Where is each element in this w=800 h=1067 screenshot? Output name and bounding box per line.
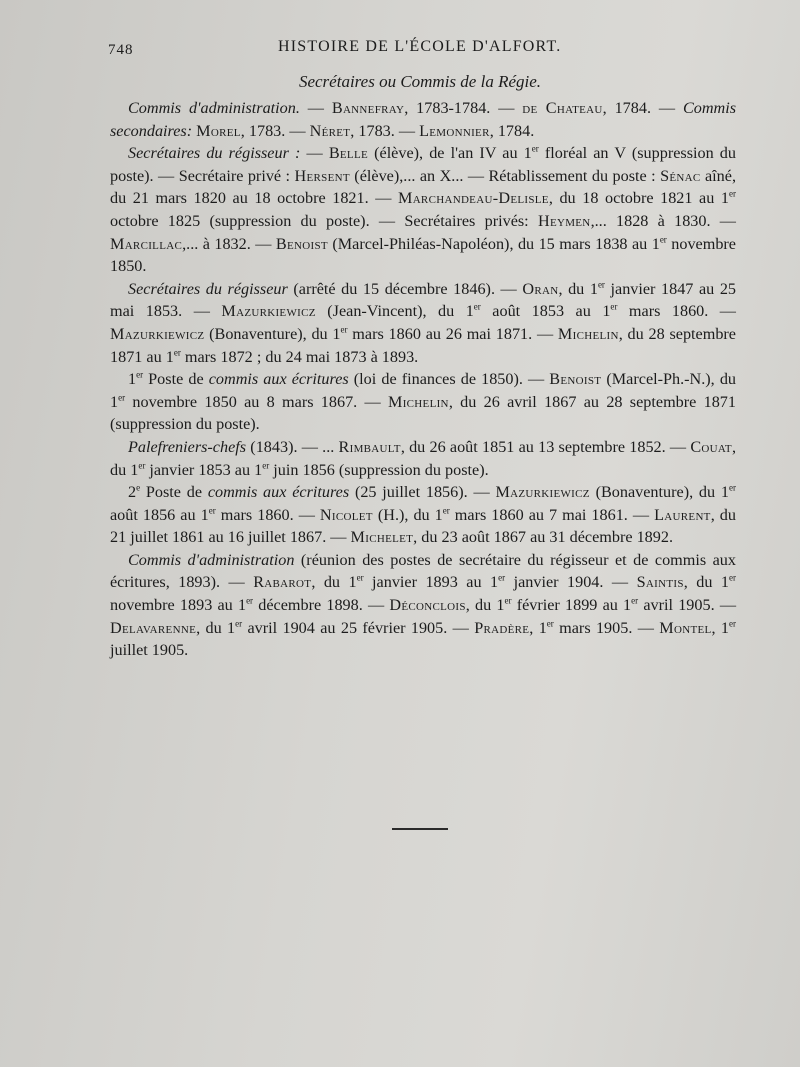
superscript: er <box>498 573 506 584</box>
text-run: floréal an V (suppression du poste). — Secrétaire privé : <box>110 144 736 185</box>
text-run: août 1853 au 1 <box>480 302 611 321</box>
superscript: er <box>504 595 512 606</box>
text-run: (arrêté du 15 décembre 1846). — <box>287 279 523 298</box>
person-name: Morel <box>196 121 241 140</box>
person-name: Hersent <box>294 166 350 185</box>
superscript: er <box>262 460 270 471</box>
text-run: , du 26 avril 1867 au 28 septembre 1871 (suppression du poste). <box>110 392 736 434</box>
text-run: juillet 1905. <box>110 641 189 660</box>
superscript: er <box>246 595 254 606</box>
text-run: (réunion des postes de secrétaire du régisseur et de commis aux écritures, 1893). — <box>110 550 736 592</box>
text-run: (H.), du 1 <box>372 505 443 524</box>
superscript: er <box>546 618 554 629</box>
end-rule <box>392 828 448 830</box>
person-name: Marcillac <box>110 234 183 253</box>
person-name: Pradère <box>474 618 530 637</box>
person-name: Marchandeau-Delisle <box>398 189 549 208</box>
text-run: mars 1872 ; du 24 mai 1873 à 1893. <box>180 347 419 366</box>
text-run: (Bonaventure), du 1 <box>204 324 341 343</box>
text-run: , du 1 <box>683 573 729 592</box>
text-run: janvier 1853 au 1 <box>145 460 263 479</box>
superscript: er <box>631 595 639 606</box>
person-name: Sénac <box>660 166 701 185</box>
person-name: Michelin <box>557 324 619 343</box>
text-run: , du 28 septembre 1871 au 1 <box>110 324 736 366</box>
text-run: mars 1860 au 26 mai 1871. — <box>347 324 558 343</box>
paragraph <box>110 142 736 278</box>
person-name: Belle <box>328 144 368 163</box>
text-run: , 1 <box>529 618 547 637</box>
text-run: Poste de <box>140 483 208 502</box>
person-name: Lemonnier <box>419 121 490 140</box>
running-title: HISTOIRE DE L'ÉCOLE D'ALFORT. <box>278 38 562 55</box>
text-run: , du 26 août 1851 au 13 septembre 1852. — <box>400 437 691 456</box>
superscript: er <box>138 460 146 471</box>
text-run: avril 1905. — <box>638 596 737 615</box>
italic-text: Palefreniers-chefs <box>128 437 247 456</box>
person-name: Heymen <box>537 211 591 230</box>
text-run: juin 1856 (suppression du poste). <box>269 460 489 479</box>
person-name: Laurent <box>654 505 711 524</box>
person-name: Rabarot <box>253 573 312 592</box>
text-run: novembre 1850. <box>110 234 736 276</box>
text-run: avril 1904 au 25 février 1905. — <box>242 618 475 637</box>
superscript: er <box>729 618 737 629</box>
superscript: er <box>729 482 736 493</box>
text-run: , 1783. — <box>350 121 420 140</box>
text-run: novembre 1850 au 8 mars 1867. — <box>125 392 389 411</box>
text-run: , du 18 octobre 1821 au 1 <box>548 189 729 208</box>
italic-text: Commis d'administration. <box>128 99 300 117</box>
person-name: Déconclois <box>389 596 466 615</box>
text-run: , du 23 août 1867 au 31 décembre 1892. <box>413 528 674 547</box>
text-run: , 1 <box>711 618 730 637</box>
italic-text: Secrétaires du régisseur <box>128 279 288 298</box>
text-run: (Jean-Vincent), du 1 <box>315 302 474 321</box>
text-run: — <box>299 99 332 117</box>
italic-text: commis aux écritures <box>207 483 350 502</box>
text-run: ,... à 1832. — <box>182 234 276 253</box>
italic-text: Commis d'administration <box>128 550 295 569</box>
text-run: janvier 1904. — <box>505 573 637 592</box>
paragraph <box>110 368 736 436</box>
page-header <box>108 38 708 64</box>
text-run: (élève),... an X... — Rétablissement du poste : <box>349 166 661 185</box>
text-run: (élève), de l'an IV au 1 <box>368 144 532 163</box>
person-name: Mazurkiewicz <box>495 483 590 502</box>
text-run: , du 1 <box>110 437 737 479</box>
text-run: , 1784. — <box>602 99 683 117</box>
superscript: er <box>473 301 481 312</box>
body-text <box>110 97 736 662</box>
text-run: (25 juillet 1856). — <box>349 483 496 502</box>
text-run: , du 1 <box>311 573 357 592</box>
text-run: , 1783. — <box>240 121 310 140</box>
paragraph <box>110 97 736 142</box>
paragraph <box>110 481 736 549</box>
text-run: , du 1 <box>558 279 598 298</box>
person-name: de Chateau <box>522 99 603 117</box>
person-name: Michelet <box>350 528 414 547</box>
italic-text: Commis secondaires: <box>110 99 737 140</box>
superscript: er <box>442 505 450 516</box>
text-run: mars 1860 au 7 mai 1861. — <box>449 505 655 524</box>
paragraph <box>110 436 736 481</box>
superscript: er <box>340 324 348 335</box>
text-run: 1 <box>128 370 137 389</box>
text-run: ,... 1828 à 1830. — <box>590 211 736 230</box>
superscript: er <box>235 618 243 629</box>
text-run: (1843). — ... <box>246 437 339 456</box>
superscript: er <box>208 505 216 516</box>
superscript: er <box>729 188 736 199</box>
text-run: — <box>300 144 329 163</box>
superscript: er <box>610 301 618 312</box>
text-run: 2 <box>128 483 137 502</box>
superscript: er <box>136 369 144 380</box>
paragraph <box>110 278 736 368</box>
text-run: mars 1860. — <box>617 302 736 321</box>
italic-text: commis aux écritures <box>208 370 349 389</box>
text-run: novembre 1893 au 1 <box>110 596 247 615</box>
person-name: Delavarenne <box>110 618 197 637</box>
person-name: Benoist <box>275 234 328 253</box>
paragraph <box>110 549 736 662</box>
superscript: er <box>597 279 605 290</box>
person-name: Mazurkiewicz <box>221 302 316 321</box>
person-name: Néret <box>309 121 351 140</box>
person-name: Rimbault <box>338 437 401 456</box>
person-name: Michelin <box>388 392 449 411</box>
person-name: Nicolet <box>319 505 373 524</box>
text-run: , du 21 juillet 1861 au 16 juillet 1867. — <box>110 505 736 547</box>
text-run: , du 1 <box>465 596 505 615</box>
text-run: décembre 1898. — <box>253 596 390 615</box>
text-run: (loi de finances de 1850). — <box>348 370 550 389</box>
superscript: er <box>531 143 539 154</box>
superscript: er <box>659 234 667 245</box>
page-number: 748 <box>108 42 134 58</box>
text-run: , 1784. <box>489 121 535 140</box>
text-run: , 1783-1784. — <box>404 99 523 117</box>
text-run: mars 1860. — <box>215 505 320 524</box>
text-run: août 1856 au 1 <box>110 505 209 524</box>
text-run: février 1899 au 1 <box>511 596 632 615</box>
superscript: e <box>136 482 141 493</box>
text-run: janvier 1847 au 25 mai 1853. — <box>110 279 737 321</box>
text-run: (Bonaventure), du 1 <box>589 483 729 502</box>
person-name: Montel <box>659 618 712 637</box>
superscript: er <box>356 573 364 584</box>
text-run: octobre 1825 (suppression du poste). — Secrétaires privés: <box>110 211 538 230</box>
text-run: janvier 1893 au 1 <box>363 573 499 592</box>
text-run: , du 1 <box>196 618 236 637</box>
text-run: (Marcel-Ph.-N.), du 1 <box>110 370 737 411</box>
person-name: Benoist <box>549 370 602 389</box>
text-run: Poste de <box>143 370 209 389</box>
text-run: mars 1905. — <box>553 618 660 637</box>
superscript: er <box>173 347 181 358</box>
person-name: Couat <box>690 437 732 456</box>
section-title: Secrétaires ou Commis de la Régie. <box>298 72 542 91</box>
person-name: Saintis <box>636 573 684 592</box>
italic-text: Secrétaires du régisseur : <box>128 144 301 163</box>
superscript: er <box>118 392 126 403</box>
person-name: Mazurkiewicz <box>110 324 205 343</box>
text-run: aîné, du 21 mars 1820 au 18 octobre 1821. — <box>110 166 736 208</box>
superscript: er <box>729 573 736 584</box>
text-run: (Marcel-Philéas-Napoléon), du 15 mars 1838 au 1 <box>327 234 660 253</box>
person-name: Bannefray <box>331 99 405 117</box>
person-name: Oran <box>522 279 559 298</box>
